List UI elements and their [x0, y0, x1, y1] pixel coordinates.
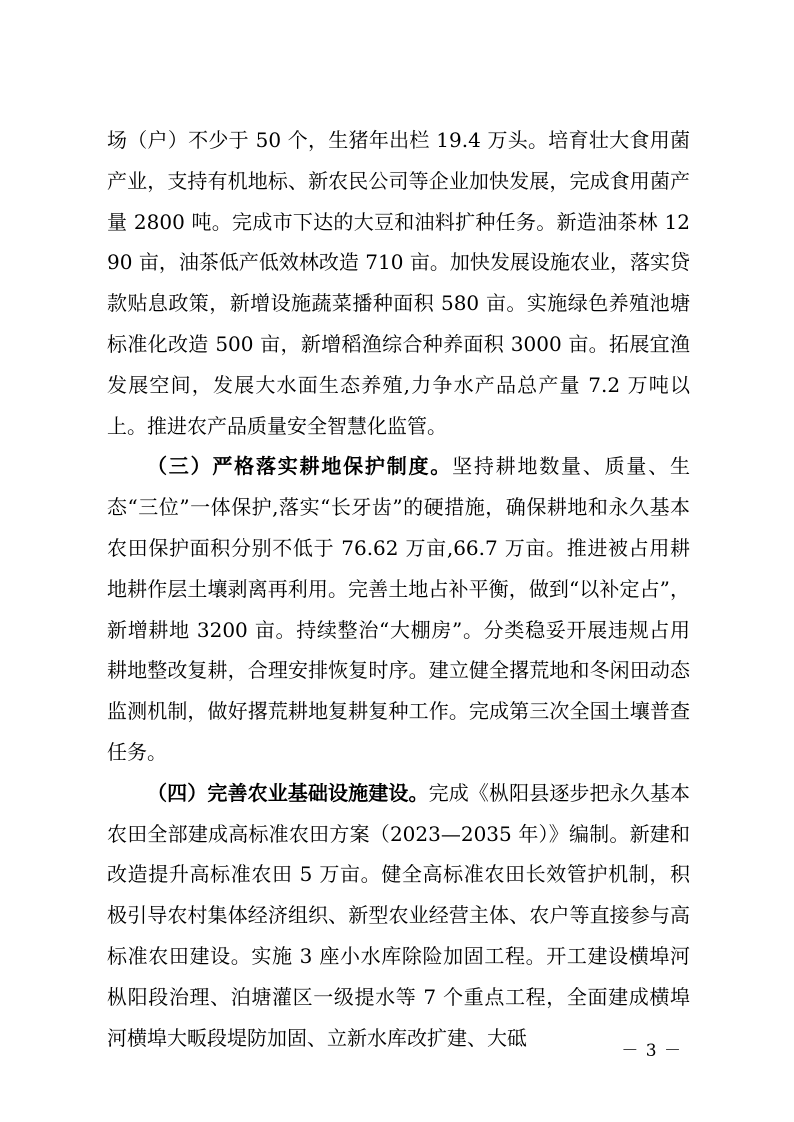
paragraph-infrastructure [107, 773, 690, 1059]
paragraph-farmland-protection [107, 446, 690, 772]
section-heading-3: （三）严格落实耕地保护制度。 [147, 454, 453, 479]
section-heading-4: （四）完善农业基础设施建设。 [147, 780, 429, 805]
paragraph-continuation [107, 120, 690, 446]
page-number: － 3 － [621, 1041, 682, 1061]
paragraph-text: 完成《枞阳县逐步把永久基本农田全部建成高标准农田方案（2023—2035 年）》编制。新建和改造提升高标准农田 5 万亩。健全高标准农田长效管护机制，积极引导农村集体经济组织、新型农业经营主体、农户等直接参与高标准农田建设。实施 3 座小水库除险加固工程。开工建设横埠河枞阳段治理、泊塘灌区一级提水等 7 个重点工程，全面建成横埠河横埠大畈段堤防加固、立新水库改扩建、大砥 [107, 780, 691, 1050]
document-body [107, 120, 690, 1058]
paragraph-text: 场（户）不少于 50 个，生猪年出栏 19.4 万头。培育壮大食用菌产业，支持有机地标、新农民公司等企业加快发展，完成食用菌产量 2800 吨。完成市下达的大豆和油料扩种任务。新造油茶林 1290 亩，油茶低产低效林改造 710 亩。加快发展设施农业，落实贷款贴息政策，新增设施蔬菜播种面积 580 亩。实施绿色养殖池塘标准化改造 500 亩，新增稻渔综合种养面积 3000 亩。拓展宜渔发展空间，发展大水面生态养殖,力争水产品总产量 7.2 万吨以上。推进农产品质量安全智慧化监管。 [107, 128, 690, 438]
paragraph-text: 坚持耕地数量、质量、生态“三位”一体保护,落实“长牙齿”的硬措施，确保耕地和永久基本农田保护面积分别不低于 76.62 万亩,66.7 万亩。推进被占用耕地耕作层土壤剥离再利用。完善土地占补平衡，做到“以补定占”，新增耕地 3200 亩。持续整治“大棚房”。分类稳妥开展违规占用耕地整改复耕，合理安排恢复时序。建立健全撂荒地和冬闲田动态监测机制，做好撂荒耕地复耕复种工作。完成第三次全国土壤普查任务。 [107, 454, 691, 764]
